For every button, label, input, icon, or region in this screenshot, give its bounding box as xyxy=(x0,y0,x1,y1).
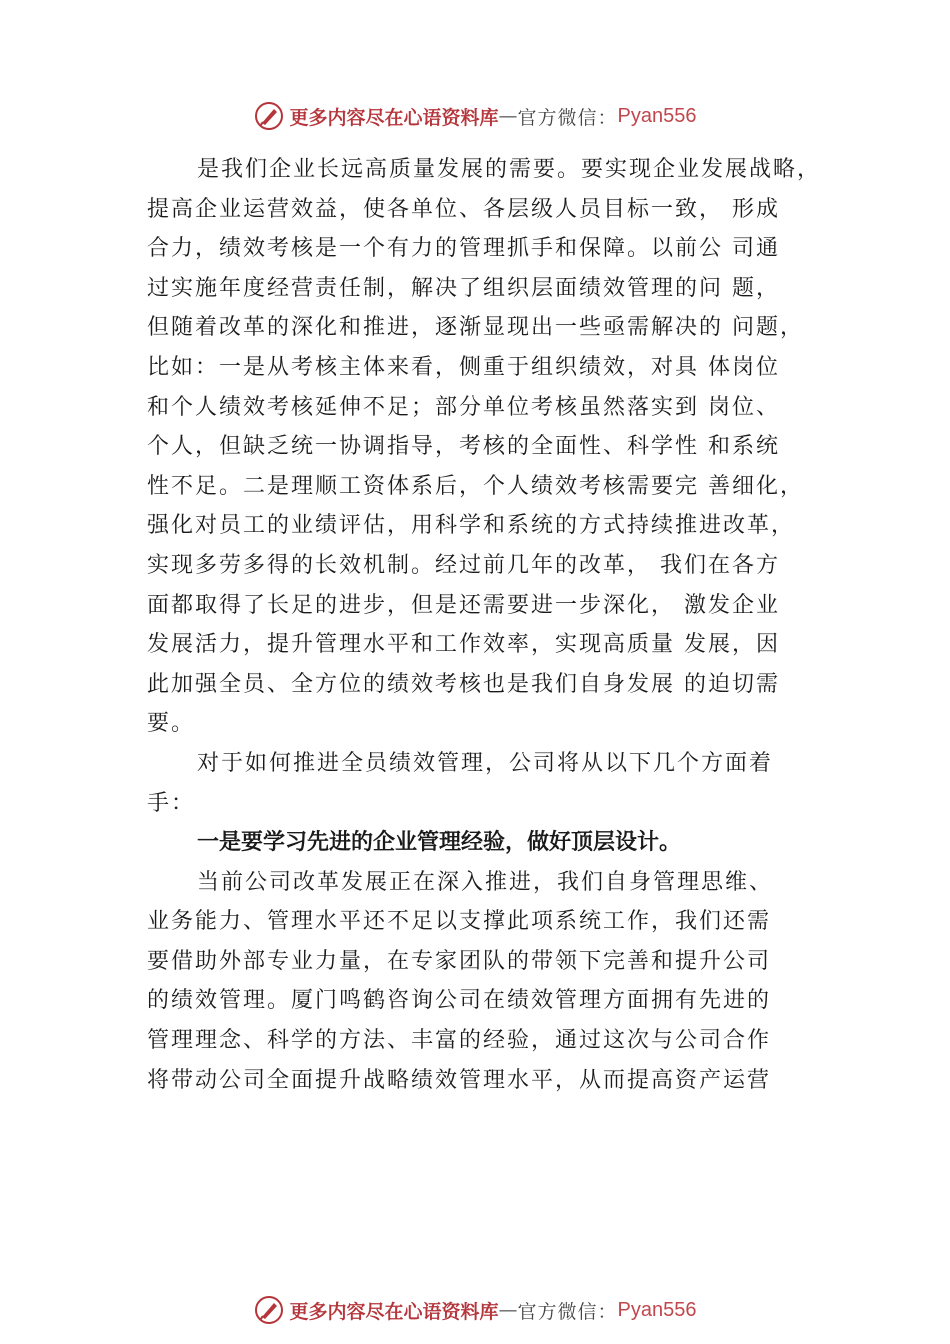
text-line: 的绩效管理。厦门鸣鹤咨询公司在绩效管理方面拥有先进的 xyxy=(147,988,772,1014)
banner-brand: 更多内容尽在心语资料库 xyxy=(289,1300,499,1323)
banner-separator: — xyxy=(498,1299,518,1321)
quill-logo-icon xyxy=(254,1295,284,1325)
banner-official-label: 官方微信： xyxy=(517,1300,618,1323)
text-line: 是我们企业长远高质量发展的需要。要实现企业发展战略， xyxy=(197,157,822,182)
text-line: 面都取得了长足的进步，但是还需要进一步深化， 激发企业 xyxy=(147,592,780,618)
text-line: 个人，但缺乏统一协调指导，考核的全面性、科学性 和系统 xyxy=(147,434,780,460)
paragraph-3 xyxy=(147,863,847,1101)
text-line: 强化对员工的业绩评估，用科学和系统的方式持续推进改革， xyxy=(147,513,796,539)
text-line: 管理理念、科学的方法、丰富的经验，通过这次与公司合作 xyxy=(147,1028,772,1054)
banner-official-label: 官方微信： xyxy=(517,106,618,129)
header-banner xyxy=(0,96,950,136)
text-line: 性不足。二是理顺工资体系后，个人绩效考核需要完 善细化， xyxy=(147,473,804,499)
text-line: 发展活力，提升管理水平和工作效率，实现高质量 发展，因 xyxy=(147,632,780,658)
text-line: 当前公司改革发展正在深入推进，我们自身管理思维、 xyxy=(197,869,774,895)
text-line: 过实施年度经营责任制，解决了组织层面绩效管理的问 题， xyxy=(147,275,780,301)
text-line: 要。 xyxy=(147,711,196,737)
text-line: 比如：一是从考核主体来看，侧重于组织绩效，对具 体岗位 xyxy=(147,354,780,380)
banner-wechat-id: Pyan556 xyxy=(617,1298,697,1321)
text-line: 合力，绩效考核是一个有力的管理抓手和保障。以前公 司通 xyxy=(147,236,780,262)
document-body xyxy=(147,150,847,1100)
text-line: 业务能力、管理水平还不足以支撑此项系统工作，我们还需 xyxy=(147,909,772,935)
text-line: 手： xyxy=(147,790,196,816)
text-line: 对于如何推进全员绩效管理，公司将从以下几个方面着 xyxy=(197,750,774,776)
paragraph-1 xyxy=(147,150,847,744)
text-line: 但随着改革的深化和推进，逐渐显现出一些亟需解决的 问题， xyxy=(147,315,804,341)
text-line: 要借助外部专业力量，在专家团队的带领下完善和提升公司 xyxy=(147,948,772,974)
text-line: 提高企业运营效益，使各单位、各层级人员目标一致， 形成 xyxy=(147,196,780,222)
quill-logo-icon xyxy=(254,101,284,131)
text-line: 此加强全员、全方位的绩效考核也是我们自身发展 的迫切需 xyxy=(147,671,780,697)
paragraph-2 xyxy=(147,744,847,823)
banner-wechat-id: Pyan556 xyxy=(617,104,697,127)
section-heading: 一是要学习先进的企业管理经验，做好顶层设计。 xyxy=(197,830,682,856)
text-line: 实现多劳多得的长效机制。经过前几年的改革， 我们在各方 xyxy=(147,552,780,578)
footer-banner xyxy=(0,1290,950,1330)
text-line: 将带动公司全面提升战略绩效管理水平，从而提高资产运营 xyxy=(147,1067,772,1093)
text-line: 和个人绩效考核延伸不足；部分单位考核虽然落实到 岗位、 xyxy=(147,394,780,420)
banner-brand: 更多内容尽在心语资料库 xyxy=(289,106,499,129)
banner-separator: — xyxy=(498,105,518,127)
